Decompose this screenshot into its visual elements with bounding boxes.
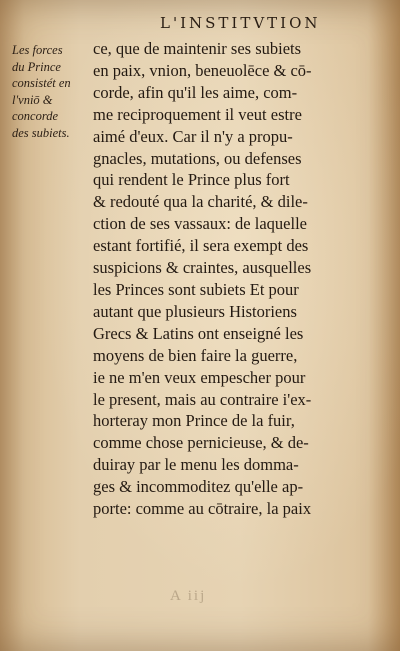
text-line: me reciproquement il veut estre <box>93 104 302 124</box>
text-line: en paix, vnion, beneuolēce & cō- <box>93 60 312 80</box>
margin-note-line: l'vniō & <box>12 92 53 107</box>
running-title: L'INSTITVTION <box>160 14 321 32</box>
text-line: estant fortifié, il sera exempt des <box>93 236 309 256</box>
text-line: corde, afin qu'il les aime, com- <box>93 82 298 102</box>
text-line: duiray par le menu les domma- <box>93 455 299 475</box>
margin-note-line: du Prince <box>12 59 61 74</box>
text-line: moyens de bien faire la guerre, <box>93 345 298 365</box>
text-line: Grecs & Latins ont enseigné les <box>93 323 304 343</box>
text-line: ce, que de maintenir ses subiets <box>93 39 302 58</box>
text-line: ction de ses vassaux: de laquelle <box>93 214 307 234</box>
text-line: autant que plusieurs Historiens <box>93 301 297 321</box>
text-line: gnacles, mutations, ou defenses <box>93 148 302 168</box>
margin-notes <box>12 42 102 141</box>
text-line: ges & incommoditez qu'elle ap- <box>93 477 304 497</box>
text-line: aimé d'eux. Car il n'y a propu- <box>93 126 293 146</box>
text-line: horteray mon Prince de la fuir, <box>93 411 295 431</box>
margin-note-line: Les forces <box>12 43 63 57</box>
text-line: le present, mais au contraire i'ex- <box>93 389 312 409</box>
text-line: suspicions & craintes, ausquelles <box>93 258 312 278</box>
text-line: qui rendent le Prince plus fort <box>93 170 290 190</box>
body-text <box>93 38 383 520</box>
text-line: comme chose pernicieuse, & de- <box>93 433 309 453</box>
text-line: les Princes sont subiets Et pour <box>93 279 299 299</box>
margin-note-line: des subiets. <box>12 125 70 140</box>
text-line: porte: comme au cōtraire, la paix <box>93 499 312 519</box>
text-line: ie ne m'en veux empescher pour <box>93 367 306 387</box>
text-line: & redouté qua la charité, & dile- <box>93 192 308 212</box>
signature-mark: A iij <box>170 588 207 604</box>
margin-note-line: concorde <box>12 109 59 123</box>
margin-note-line: consistét en <box>12 76 71 90</box>
